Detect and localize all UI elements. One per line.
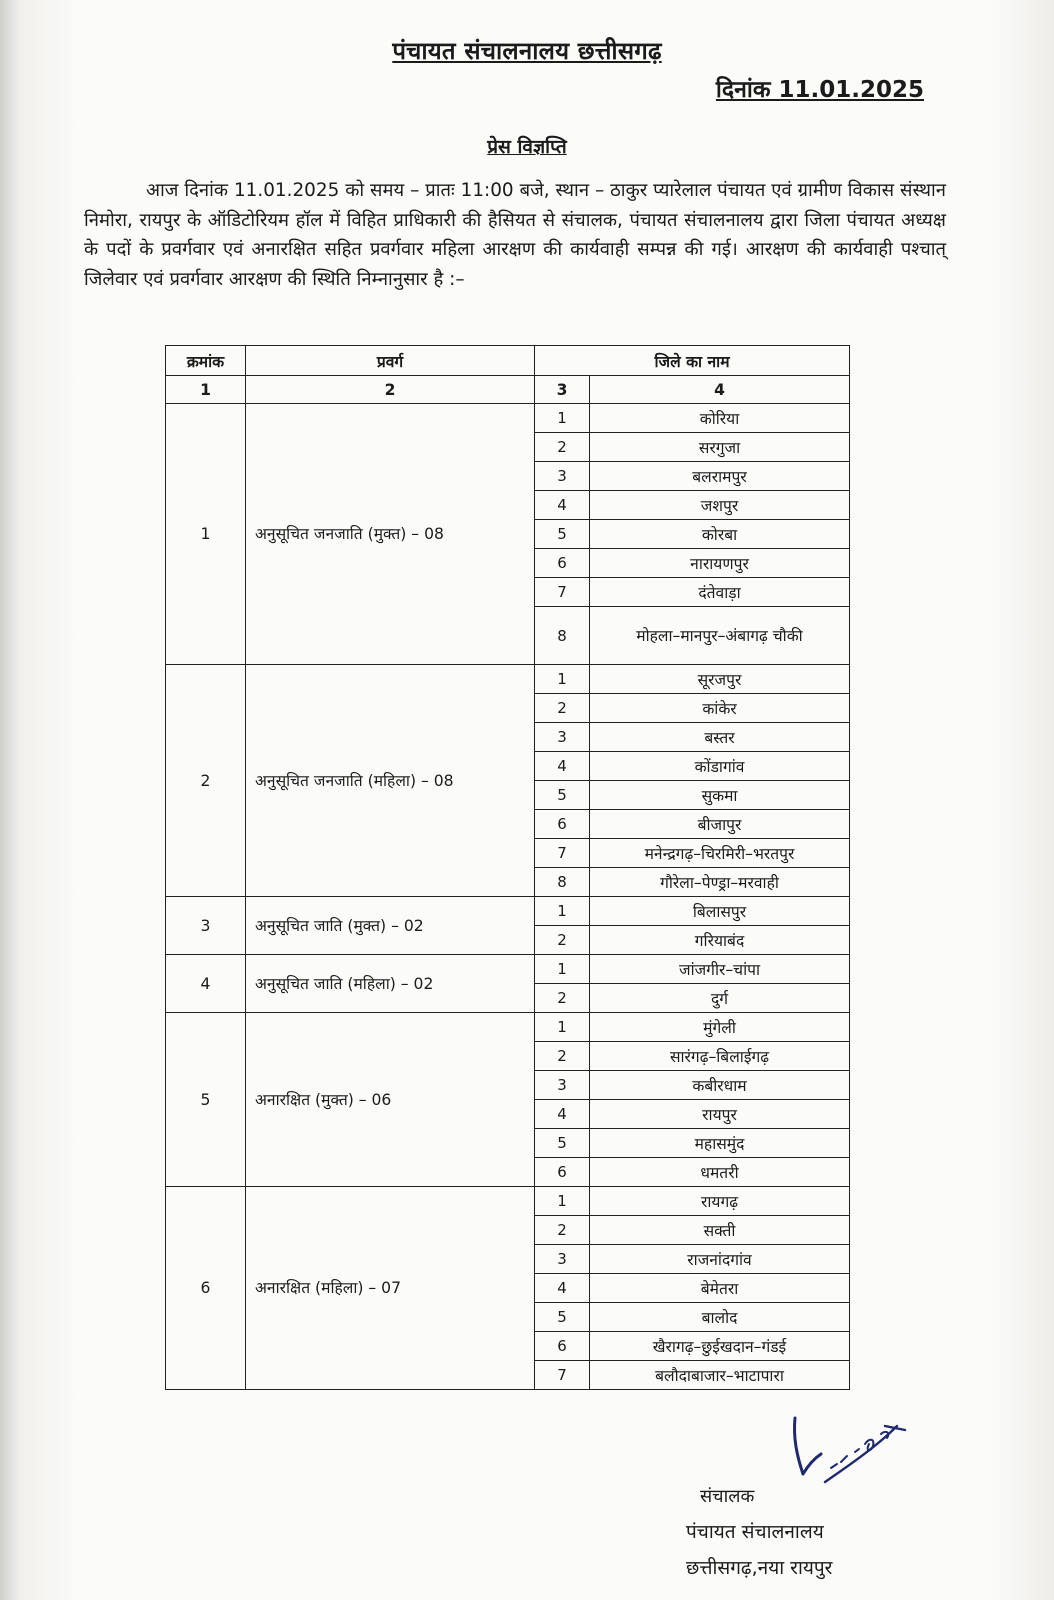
column-number: 3 bbox=[535, 376, 590, 404]
district-serial: 7 bbox=[535, 578, 590, 607]
district-serial: 3 bbox=[535, 1071, 590, 1100]
district-serial: 1 bbox=[535, 897, 590, 926]
district-serial: 4 bbox=[535, 1274, 590, 1303]
category-name: अनुसूचित जनजाति (मुक्त) – 08 bbox=[246, 404, 535, 665]
district-name: नारायणपुर bbox=[590, 549, 850, 578]
district-name: सुकमा bbox=[590, 781, 850, 810]
district-serial: 5 bbox=[535, 1303, 590, 1332]
district-name: सूरजपुर bbox=[590, 665, 850, 694]
district-serial: 1 bbox=[535, 404, 590, 433]
district-serial: 1 bbox=[535, 665, 590, 694]
district-name: बेमेतरा bbox=[590, 1274, 850, 1303]
district-name: कोरिया bbox=[590, 404, 850, 433]
press-release-body: आज दिनांक 11.01.2025 को समय – प्रातः 11:00 बजे, स्थान – ठाकुर प्यारेलाल पंचायत एवं ग्रामीण विकास संस्थान निमोरा, रायपुर के ऑडिटोरियम हॉल में विहित प्राधिकारी की हैसियत से संचालक, पंचायत संचालनालय द्वारा जिला पंचायत अध्यक्ष के पदों के प्रवर्गवार एवं अनारक्षित सहित प्रवर्गवार महिला आरक्षण की कार्यवाही सम्पन्न की गई। आरक्षण की कार्यवाही पश्चात् जिलेवार एवं प्रवर्गवार आरक्षण की स्थिति निम्नानुसार है :– bbox=[84, 180, 946, 290]
district-serial: 2 bbox=[535, 984, 590, 1013]
category-name: अनुसूचित जाति (मुक्त) – 02 bbox=[246, 897, 535, 955]
reservation-table bbox=[165, 345, 850, 1390]
district-name: दंतेवाड़ा bbox=[590, 578, 850, 607]
district-name: रायगढ़ bbox=[590, 1187, 850, 1216]
district-name: बीजापुर bbox=[590, 810, 850, 839]
table-row bbox=[166, 404, 850, 433]
district-serial: 2 bbox=[535, 433, 590, 462]
table-row bbox=[166, 1013, 850, 1042]
district-serial: 3 bbox=[535, 1245, 590, 1274]
category-serial: 4 bbox=[166, 955, 246, 1013]
office-title: पंचायत संचालनालय छत्तीसगढ़ bbox=[392, 37, 662, 65]
district-serial: 7 bbox=[535, 1361, 590, 1390]
district-serial: 6 bbox=[535, 1158, 590, 1187]
header-district: जिले का नाम bbox=[535, 346, 850, 376]
district-serial: 1 bbox=[535, 1187, 590, 1216]
press-release-title: प्रेस विज्ञप्ति bbox=[487, 136, 567, 158]
district-serial: 3 bbox=[535, 462, 590, 491]
signatory-city: छत्तीसगढ़,नया रायपुर bbox=[686, 1557, 833, 1579]
district-name: महासमुंद bbox=[590, 1129, 850, 1158]
district-serial: 5 bbox=[535, 1129, 590, 1158]
district-serial: 5 bbox=[535, 781, 590, 810]
category-serial: 5 bbox=[166, 1013, 246, 1187]
district-name: बलौदाबाजार–भाटापारा bbox=[590, 1361, 850, 1390]
district-serial: 1 bbox=[535, 955, 590, 984]
table-row bbox=[166, 1187, 850, 1216]
district-name: खैरागढ़–छुईखदान–गंडई bbox=[590, 1332, 850, 1361]
district-name: दुर्ग bbox=[590, 984, 850, 1013]
district-serial: 2 bbox=[535, 694, 590, 723]
column-number: 1 bbox=[166, 376, 246, 404]
district-name: कोरबा bbox=[590, 520, 850, 549]
signatory-designation: संचालक bbox=[700, 1486, 755, 1507]
district-serial: 5 bbox=[535, 520, 590, 549]
district-name: रायपुर bbox=[590, 1100, 850, 1129]
category-serial: 2 bbox=[166, 665, 246, 897]
table-body bbox=[166, 404, 850, 1390]
district-name: गरियाबंद bbox=[590, 926, 850, 955]
header-serial: क्रमांक bbox=[166, 346, 246, 376]
district-name: मुंगेली bbox=[590, 1013, 850, 1042]
district-serial: 4 bbox=[535, 1100, 590, 1129]
district-name: राजनांदगांव bbox=[590, 1245, 850, 1274]
district-name: बस्तर bbox=[590, 723, 850, 752]
category-name: अनुसूचित जनजाति (महिला) – 08 bbox=[246, 665, 535, 897]
district-serial: 3 bbox=[535, 723, 590, 752]
column-number-row bbox=[166, 376, 850, 404]
table-row bbox=[166, 665, 850, 694]
column-number: 2 bbox=[246, 376, 535, 404]
district-serial: 2 bbox=[535, 1042, 590, 1071]
district-name: गौरेला–पेण्ड्रा–मरवाही bbox=[590, 868, 850, 897]
district-name: बिलासपुर bbox=[590, 897, 850, 926]
category-name: अनारक्षित (महिला) – 07 bbox=[246, 1187, 535, 1390]
district-name: धमतरी bbox=[590, 1158, 850, 1187]
district-serial: 8 bbox=[535, 607, 590, 665]
district-name: कबीरधाम bbox=[590, 1071, 850, 1100]
district-serial: 1 bbox=[535, 1013, 590, 1042]
district-name: बालोद bbox=[590, 1303, 850, 1332]
district-name: सक्ती bbox=[590, 1216, 850, 1245]
category-serial: 1 bbox=[166, 404, 246, 665]
district-name: कोंडागांव bbox=[590, 752, 850, 781]
district-name: जशपुर bbox=[590, 491, 850, 520]
category-name: अनारक्षित (मुक्त) – 06 bbox=[246, 1013, 535, 1187]
table-header-row bbox=[166, 346, 850, 376]
category-serial: 6 bbox=[166, 1187, 246, 1390]
table-row bbox=[166, 897, 850, 926]
signatory-office: पंचायत संचालनालय bbox=[686, 1521, 824, 1543]
category-serial: 3 bbox=[166, 897, 246, 955]
document-date: दिनांक 11.01.2025 bbox=[715, 77, 924, 103]
handwritten-signature bbox=[785, 1408, 935, 1488]
district-serial: 6 bbox=[535, 1332, 590, 1361]
header-category: प्रवर्ग bbox=[246, 346, 535, 376]
district-name: मोहला–मानपुर–अंबागढ़ चौकी bbox=[590, 607, 850, 665]
district-serial: 4 bbox=[535, 752, 590, 781]
district-name: सारंगढ़–बिलाईगढ़ bbox=[590, 1042, 850, 1071]
table-row bbox=[166, 955, 850, 984]
district-serial: 4 bbox=[535, 491, 590, 520]
district-name: कांकेर bbox=[590, 694, 850, 723]
district-serial: 8 bbox=[535, 868, 590, 897]
category-name: अनुसूचित जाति (महिला) – 02 bbox=[246, 955, 535, 1013]
district-name: सरगुजा bbox=[590, 433, 850, 462]
district-serial: 6 bbox=[535, 810, 590, 839]
district-serial: 2 bbox=[535, 926, 590, 955]
district-name: बलरामपुर bbox=[590, 462, 850, 491]
district-name: जांजगीर–चांपा bbox=[590, 955, 850, 984]
district-serial: 2 bbox=[535, 1216, 590, 1245]
column-number: 4 bbox=[590, 376, 850, 404]
page-edge-shadow bbox=[0, 0, 22, 1600]
district-serial: 6 bbox=[535, 549, 590, 578]
district-serial: 7 bbox=[535, 839, 590, 868]
district-name: मनेन्द्रगढ़–चिरमिरी–भरतपुर bbox=[590, 839, 850, 868]
